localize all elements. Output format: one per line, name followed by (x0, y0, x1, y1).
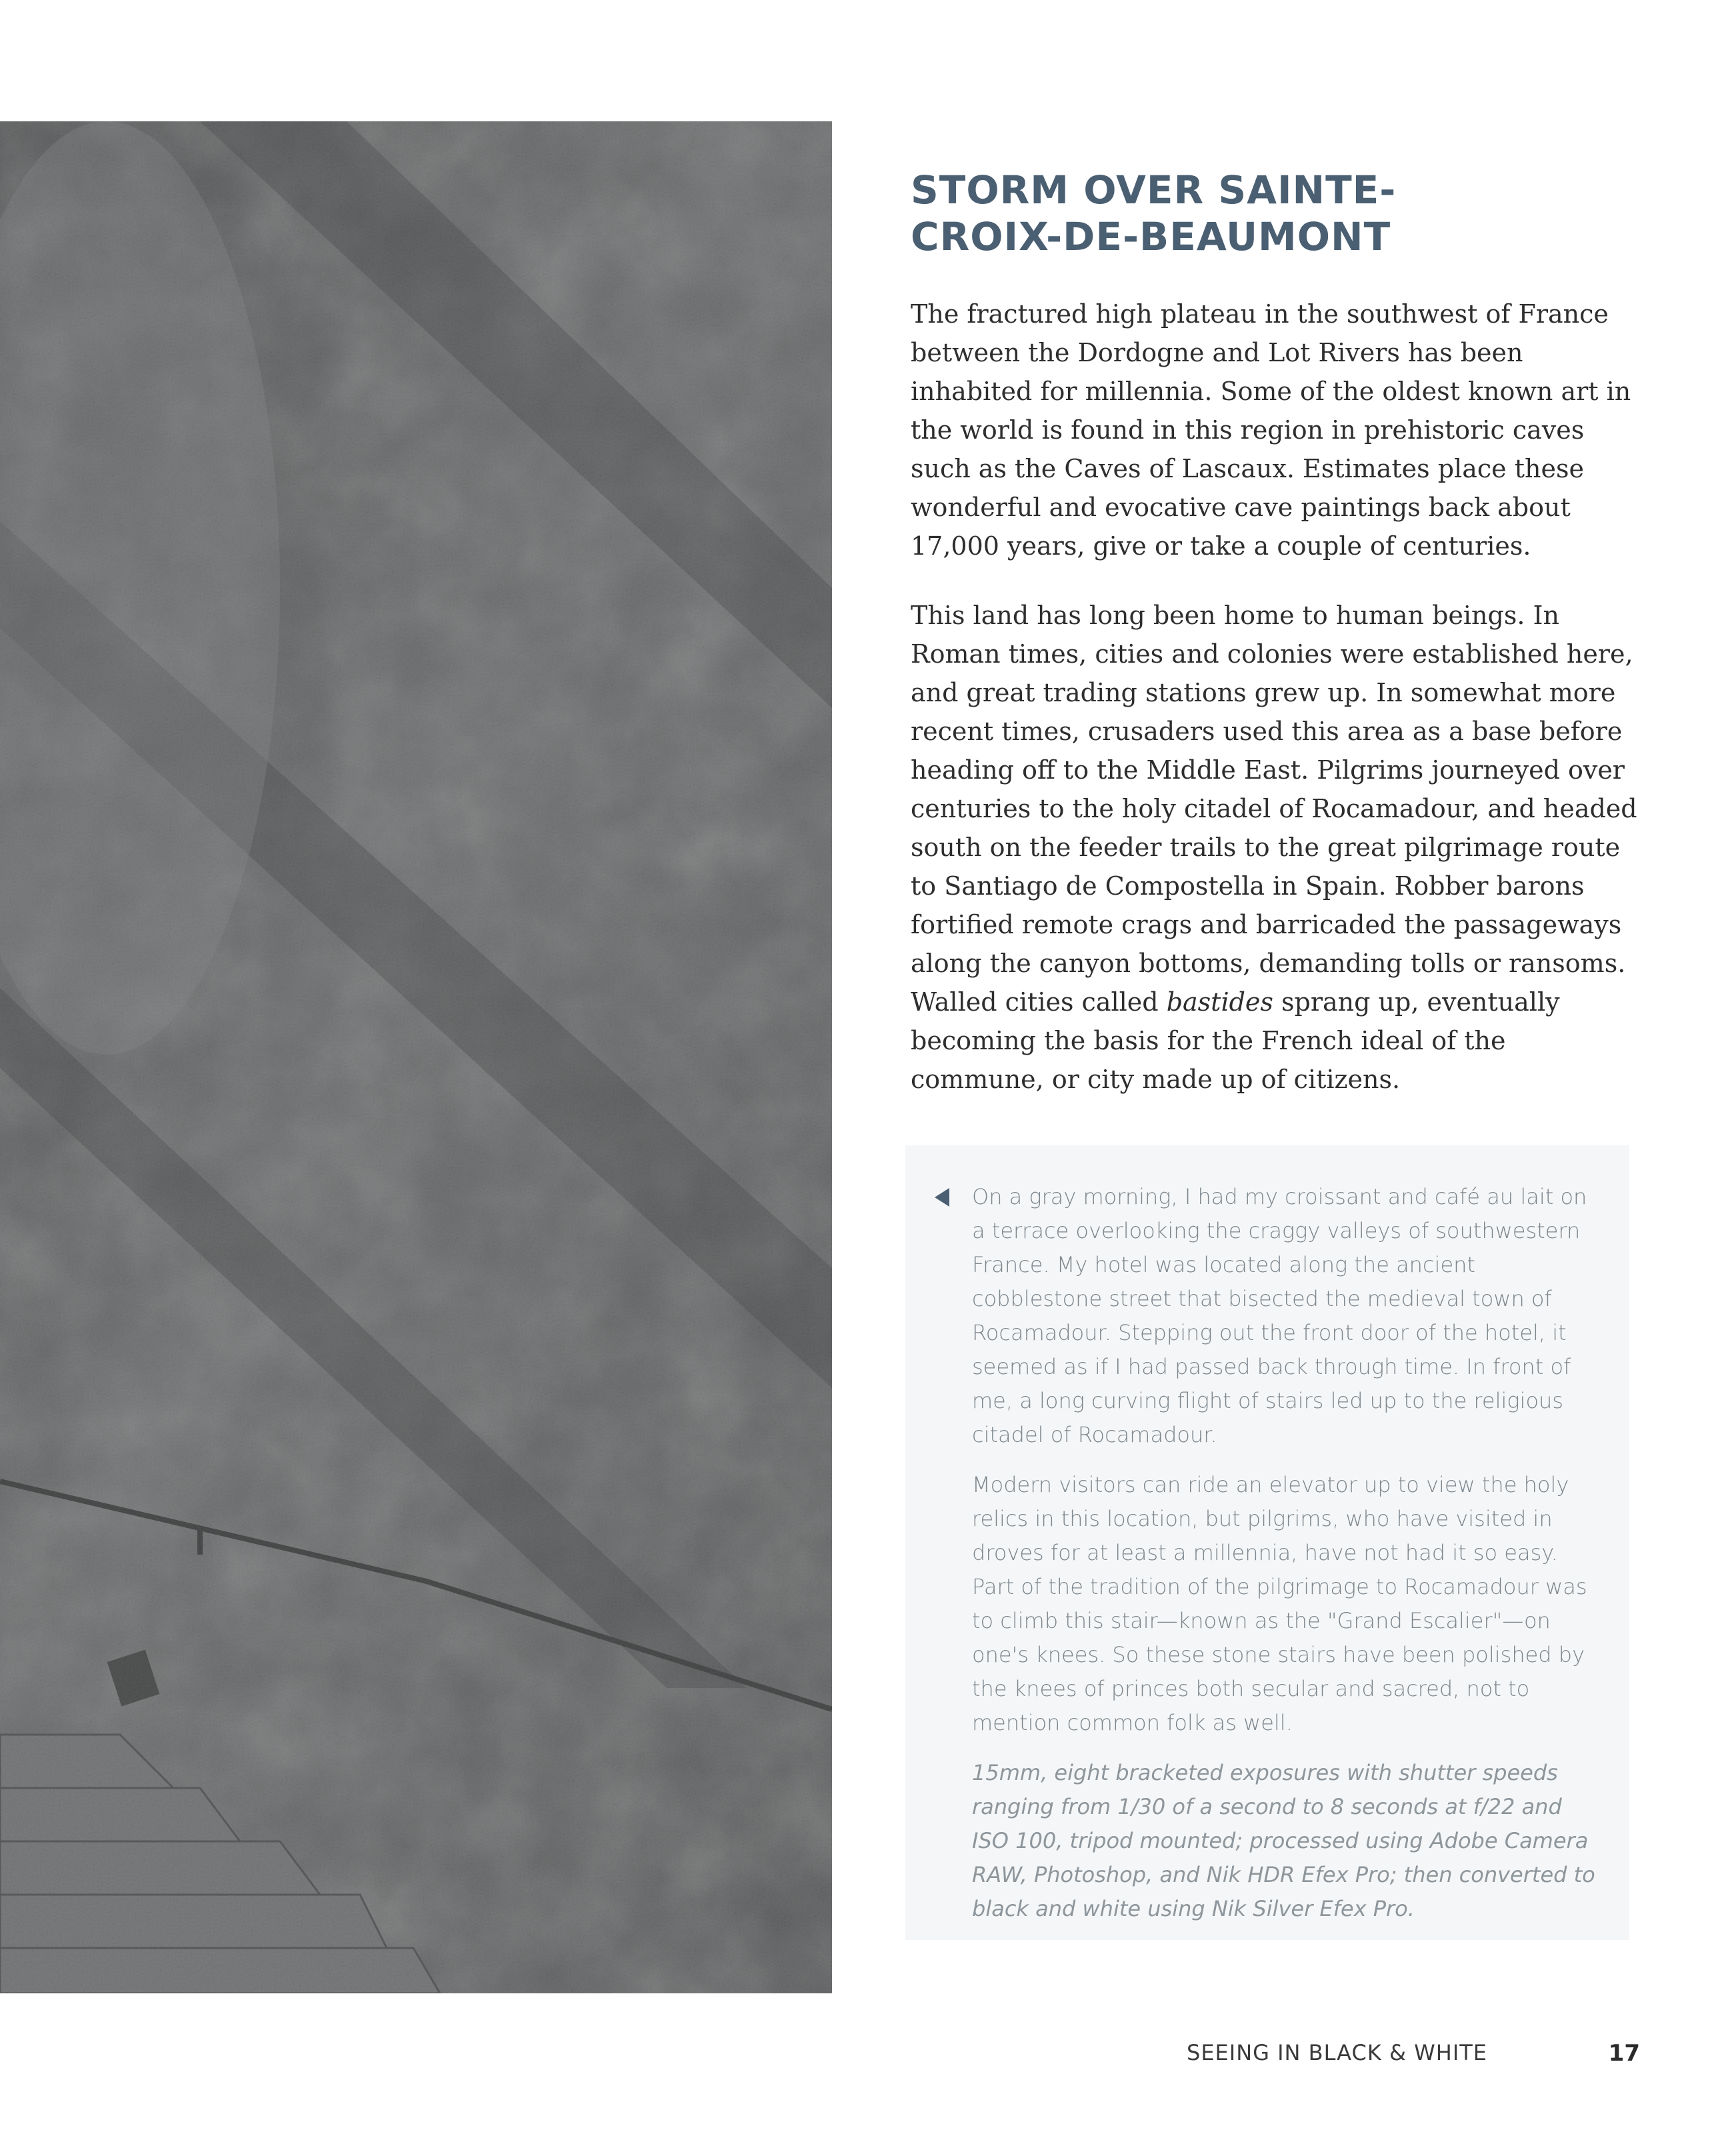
bastides-italic: bastides (1166, 987, 1273, 1017)
page-number: 17 (1608, 2040, 1640, 2067)
stone-stairway-photo (0, 121, 832, 1993)
caption-paragraph-2: Modern visitors can ride an elevator up to view the holy relics in this location, but pilgrims, who have visited in droves for at least a millennia, have not had it so easy. Part of the tradition of the pilgrimage to Rocamadour was to climb this stair—known as the "Grand Escalier"—on one's knees. So these stone stairs have been polished by the knees of princes both secular and sacred, not to mention common folk as well. (972, 1472, 1587, 1735)
article-paragraph-2 (911, 596, 1644, 1099)
article (911, 167, 1644, 1129)
running-title: SEEING IN BLACK & WHITE (1187, 2040, 1488, 2065)
caption-paragraph-1: On a gray morning, I had my croissant and café au lait on a terrace overlooking the craggy valleys of southwestern France. My hotel was located along the ancient cobblestone street that bisected the medieval town of Rocamadour. Stepping out the front door of the hotel, it seemed as if I had passed back through time. In front of me, a long curving flight of stairs led up to the religious citadel of Rocamadour. (972, 1184, 1587, 1447)
page-footer (1187, 2040, 1640, 2080)
photo-caption (905, 1145, 1629, 1940)
article-paragraph-2-text-end: sprang up, eventually becoming the basis for the French ideal of the commune, or city made up of citizens. (911, 987, 1560, 1094)
article-paragraph-1: The fractured high plateau in the southwest of France between the Dordogne and Lot Rivers has been inhabited for millennia. Some of the oldest known art in the world is found in this region in prehistoric caves such as the Caves of Lascaux. Estimates place these wonderful and evocative cave paintings back about 17,000 years, give or take a couple of centuries. (911, 299, 1631, 561)
article-heading: STORM OVER SAINTE-CROIX-DE-BEAUMONT (911, 167, 1397, 259)
article-paragraph-2-text: This land has long been home to human beings. In Roman times, cities and colonies were established here, and great trading stations grew up. In somewhat more recent times, crusaders used this area as a base before heading off to the Middle East. Pilgrims journeyed over centuries to the holy citadel of Rocamadour, and headed south on the feeder trails to the great pilgrimage route to Santiago de Compostella in Spain. Robber barons fortified remote crags and barricaded the passageways along the canyon bottoms, demanding tolls or ransoms. Walled cities called (911, 601, 1637, 1017)
caption-technical-details: 15mm, eight bracketed exposures with shutter speeds ranging from 1/30 of a second to 8 seconds at f/22 and ISO 100, tripod mounted; processed using Adobe Camera RAW, Photoshop, and Nik HDR Efex Pro; then converted to black and white using Nik Silver Efex Pro. (972, 1760, 1595, 1921)
left-arrow-icon (935, 1188, 949, 1207)
